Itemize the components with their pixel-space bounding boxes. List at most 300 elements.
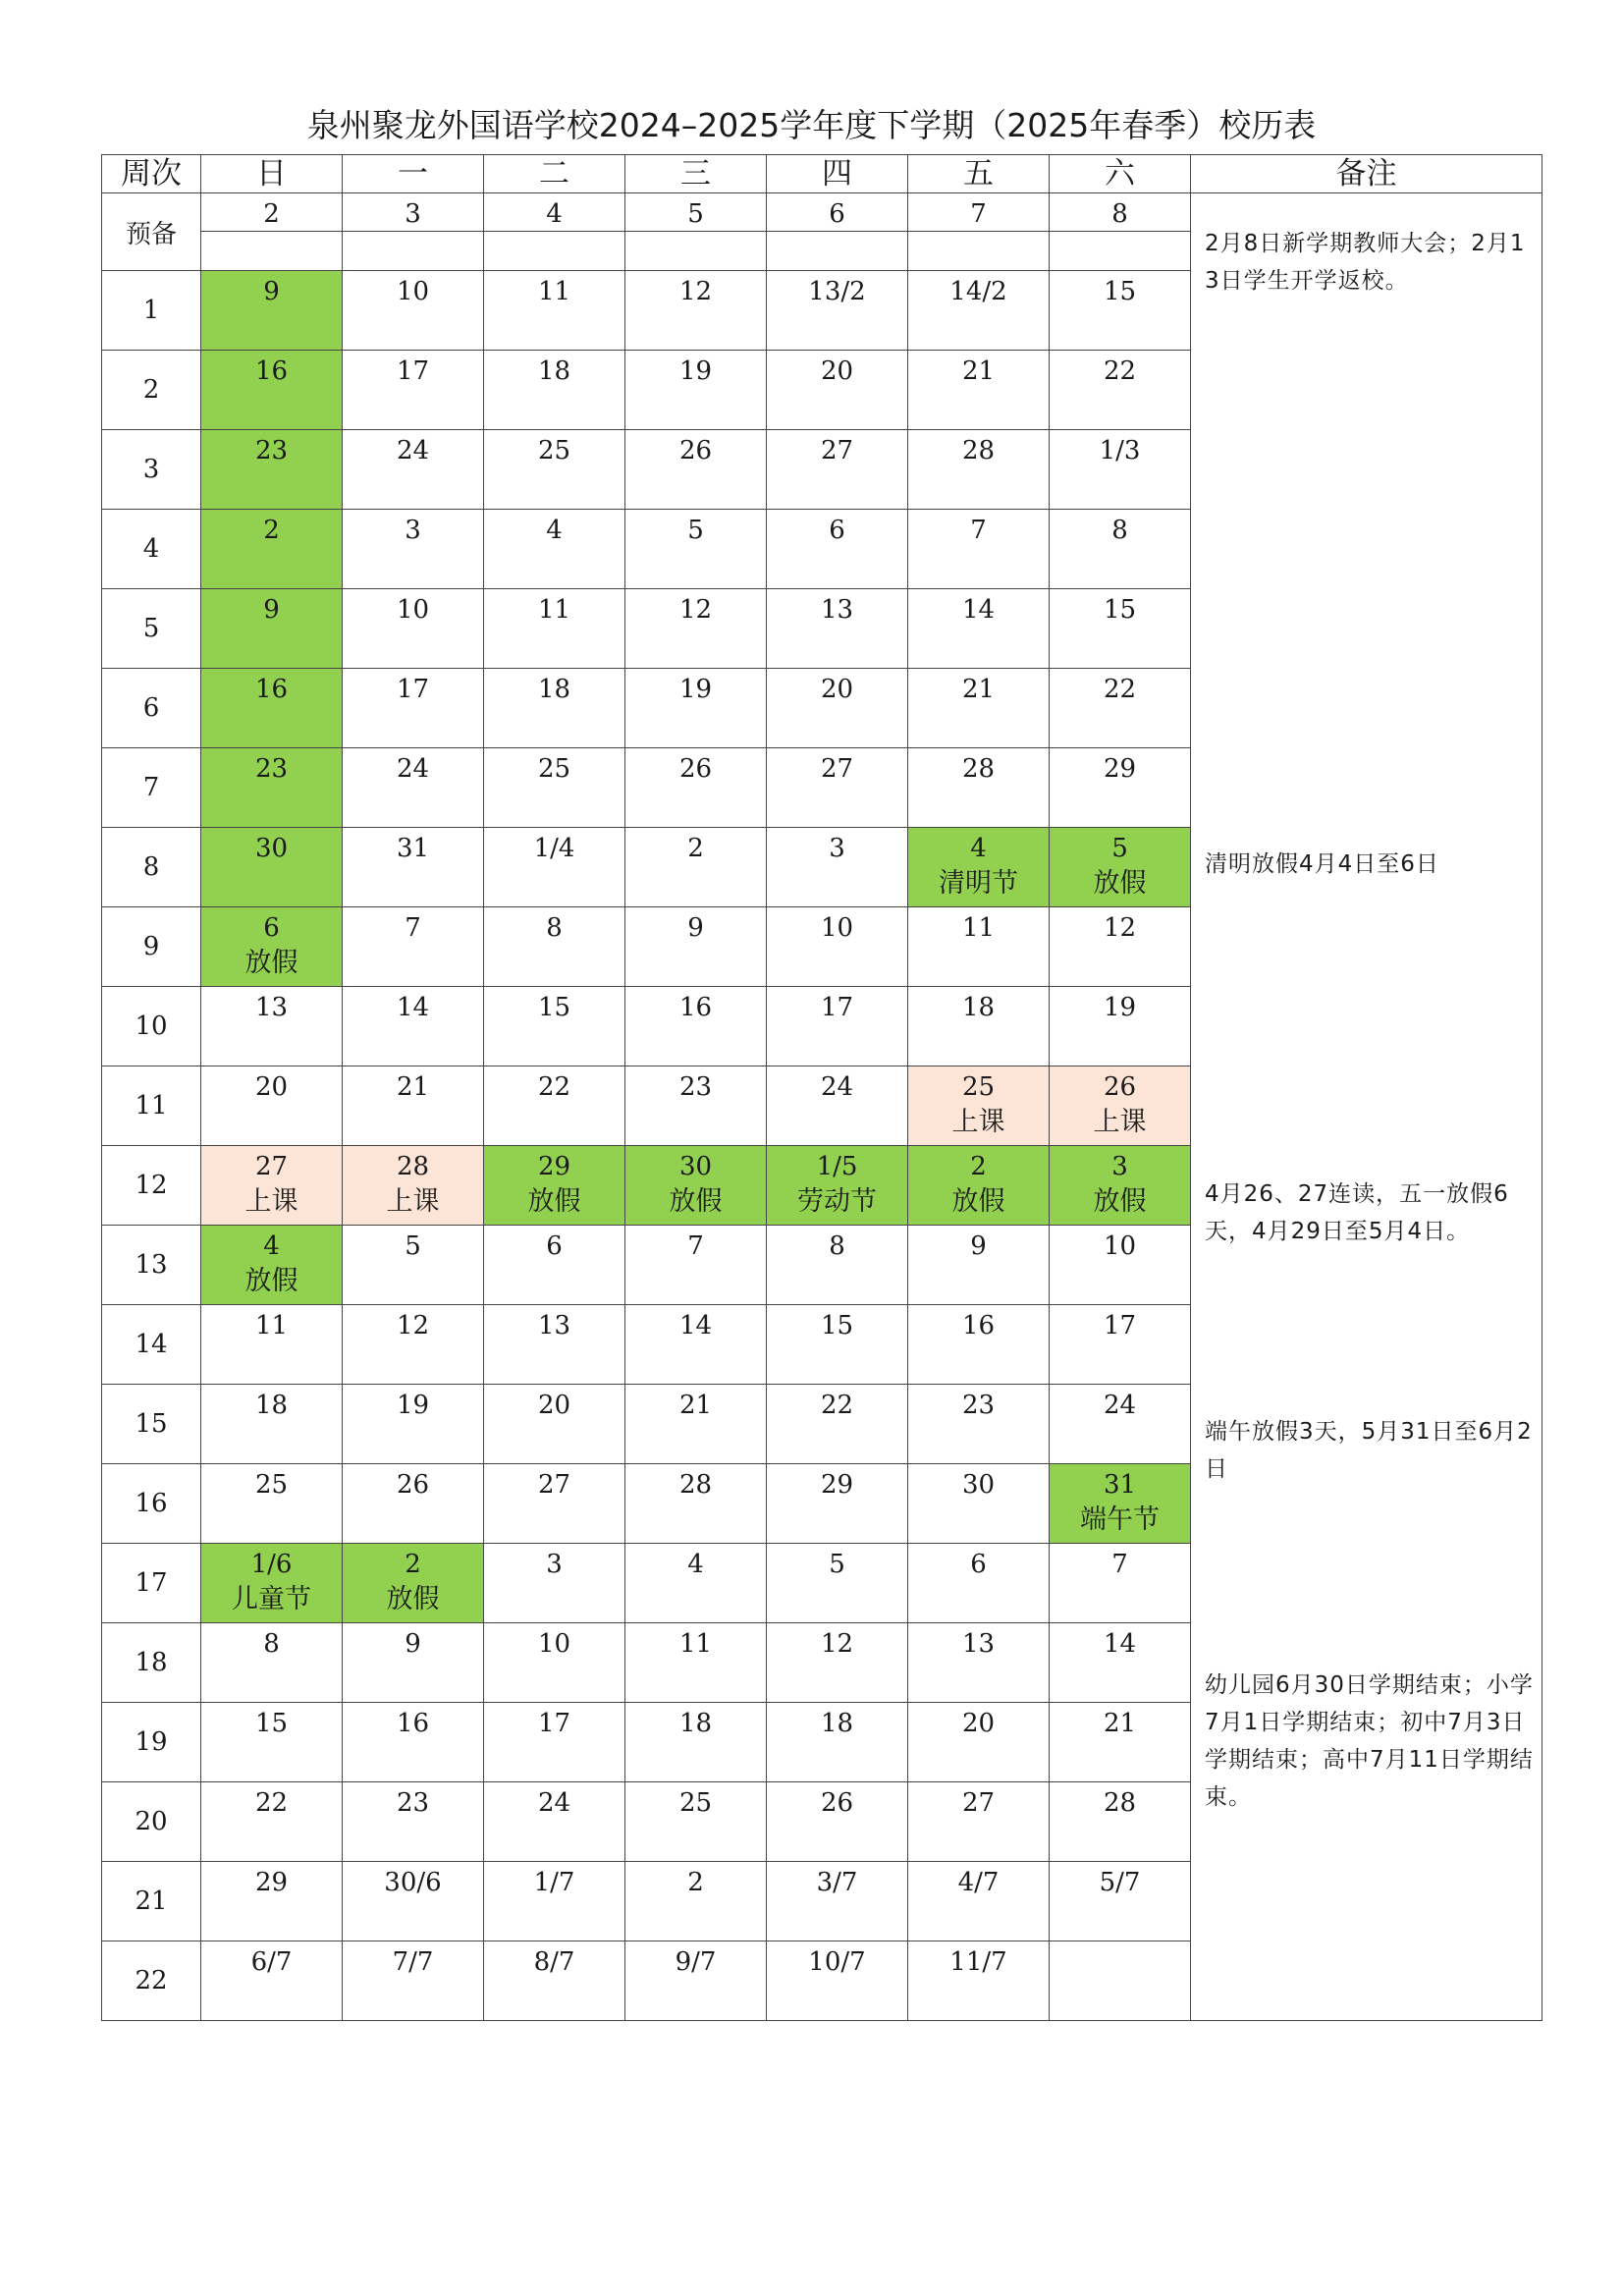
day-number: 29 — [254, 1868, 289, 1897]
day-label: 上课 — [244, 1186, 298, 1217]
calendar-day-cell — [343, 907, 484, 987]
week-number: 22 — [102, 1941, 201, 2021]
day-number: 20 — [961, 1709, 996, 1738]
calendar-day-cell — [625, 589, 767, 669]
calendar-day-cell — [908, 589, 1050, 669]
calendar-day-cell — [201, 1544, 343, 1623]
calendar-day-cell — [1050, 1782, 1191, 1862]
week-number: 18 — [102, 1623, 201, 1703]
calendar-day-cell — [484, 1146, 625, 1226]
calendar-day-cell — [484, 1623, 625, 1703]
day-number: 8 — [263, 1629, 280, 1659]
remark-qingming: 清明放假4月4日至6日 — [1205, 851, 1439, 877]
day-number: 31 — [1103, 1470, 1137, 1500]
week-number: 11 — [102, 1066, 201, 1146]
day-number: 13 — [254, 993, 289, 1022]
day-number: 20 — [537, 1391, 571, 1420]
day-number: 30 — [678, 1152, 713, 1181]
day-number: 19 — [678, 675, 713, 704]
calendar-day-cell — [908, 669, 1050, 748]
day-number: 22 — [1103, 356, 1137, 386]
day-number: 10 — [396, 595, 430, 625]
calendar-day-cell — [1050, 1305, 1191, 1385]
day-number: 6 — [546, 1231, 563, 1261]
day-label: 端午节 — [1080, 1504, 1160, 1535]
week-number: 21 — [102, 1862, 201, 1941]
calendar-day-cell — [343, 1544, 484, 1623]
calendar-day-cell — [484, 1464, 625, 1544]
day-label: 儿童节 — [232, 1584, 311, 1614]
day-number: 17 — [396, 675, 430, 704]
day-number: 30 — [961, 1470, 996, 1500]
calendar-day-cell — [1050, 1385, 1191, 1464]
day-number: 9/7 — [675, 1947, 717, 1977]
day-number: 12 — [820, 1629, 854, 1659]
calendar-day-cell — [1050, 430, 1191, 510]
calendar-day-cell — [908, 1305, 1050, 1385]
day-number: 21 — [396, 1072, 430, 1102]
day-number: 24 — [1103, 1391, 1137, 1420]
day-number: 24 — [537, 1788, 571, 1818]
day-number: 14 — [961, 595, 996, 625]
day-number: 23 — [678, 1072, 713, 1102]
prep-empty — [908, 232, 1050, 271]
calendar-day-cell — [908, 510, 1050, 589]
calendar-day-cell — [767, 987, 908, 1066]
calendar-day-cell — [484, 589, 625, 669]
week-number: 13 — [102, 1226, 201, 1305]
prep-empty — [343, 232, 484, 271]
calendar-day-cell — [343, 271, 484, 351]
calendar-day-cell — [625, 1544, 767, 1623]
calendar-day-cell — [908, 1226, 1050, 1305]
week-number: 6 — [102, 669, 201, 748]
calendar-day-cell — [1050, 1941, 1191, 2021]
week-number: 5 — [102, 589, 201, 669]
calendar-day-cell — [625, 1385, 767, 1464]
calendar-day-cell — [908, 351, 1050, 430]
week-number: 12 — [102, 1146, 201, 1226]
calendar-day-cell — [484, 430, 625, 510]
header-remark: 备注 — [1191, 155, 1542, 193]
calendar-day-cell — [908, 1146, 1050, 1226]
day-number: 11/7 — [949, 1947, 1007, 1977]
calendar-day-cell — [201, 1862, 343, 1941]
day-number: 28 — [678, 1470, 713, 1500]
calendar-day-cell — [484, 907, 625, 987]
prep-date: 2 — [201, 193, 343, 232]
calendar-day-cell — [1050, 1066, 1191, 1146]
calendar-day-cell — [484, 1305, 625, 1385]
calendar-day-cell — [1050, 1862, 1191, 1941]
day-number: 29 — [537, 1152, 571, 1181]
calendar-day-cell — [908, 1066, 1050, 1146]
calendar-day-cell — [201, 987, 343, 1066]
day-number: 19 — [1103, 993, 1137, 1022]
day-number: 1/3 — [1099, 436, 1141, 465]
day-label: 上课 — [386, 1186, 440, 1217]
calendar-day-cell — [625, 1862, 767, 1941]
calendar-day-cell — [201, 1782, 343, 1862]
calendar-day-cell — [343, 1226, 484, 1305]
day-number: 23 — [254, 436, 289, 465]
day-number: 2 — [687, 1868, 704, 1897]
calendar-day-cell — [767, 1464, 908, 1544]
day-label: 放假 — [244, 948, 298, 978]
day-number: 25 — [254, 1470, 289, 1500]
remark-term-end: 幼儿园6月30日学期结束；小学7月1日学期结束；初中7月3日学期结束；高中7月11日学期结束。 — [1205, 1672, 1534, 1810]
week-number: 3 — [102, 430, 201, 510]
calendar-day-cell — [625, 271, 767, 351]
week-number: 1 — [102, 271, 201, 351]
calendar-day-cell — [201, 589, 343, 669]
calendar-day-cell — [343, 430, 484, 510]
week-number: 16 — [102, 1464, 201, 1544]
calendar-day-cell — [1050, 1464, 1191, 1544]
day-number: 6 — [263, 913, 280, 943]
calendar-day-cell — [1050, 1623, 1191, 1703]
header-thu: 四 — [767, 155, 908, 193]
day-number: 27 — [820, 436, 854, 465]
day-number: 29 — [820, 1470, 854, 1500]
prep-row — [102, 193, 1542, 232]
calendar-day-cell — [767, 1703, 908, 1782]
school-calendar-table — [101, 154, 1542, 2021]
calendar-day-cell — [484, 271, 625, 351]
day-number: 4 — [970, 834, 987, 863]
day-number: 7 — [1111, 1550, 1128, 1579]
calendar-day-cell — [201, 430, 343, 510]
prep-empty — [201, 232, 343, 271]
day-number: 18 — [537, 356, 571, 386]
calendar-day-cell — [625, 987, 767, 1066]
calendar-day-cell — [1050, 271, 1191, 351]
day-number: 6 — [970, 1550, 987, 1579]
prep-empty — [625, 232, 767, 271]
day-number: 26 — [1103, 1072, 1137, 1102]
remarks-column — [1191, 193, 1542, 2021]
day-number: 5 — [829, 1550, 845, 1579]
calendar-day-cell — [484, 1066, 625, 1146]
day-number: 26 — [678, 754, 713, 784]
calendar-day-cell — [343, 987, 484, 1066]
calendar-day-cell — [201, 351, 343, 430]
calendar-day-cell — [1050, 1703, 1191, 1782]
day-number: 4 — [546, 516, 563, 545]
calendar-day-cell — [767, 748, 908, 828]
day-number: 21 — [961, 675, 996, 704]
day-number: 16 — [961, 1311, 996, 1340]
prep-date: 5 — [625, 193, 767, 232]
calendar-day-cell — [484, 669, 625, 748]
day-number: 3 — [1111, 1152, 1128, 1181]
calendar-day-cell — [625, 1146, 767, 1226]
day-number: 21 — [1103, 1709, 1137, 1738]
calendar-day-cell — [625, 510, 767, 589]
day-number: 5 — [405, 1231, 421, 1261]
day-number: 8 — [829, 1231, 845, 1261]
day-number: 14 — [678, 1311, 713, 1340]
calendar-day-cell — [908, 1464, 1050, 1544]
header-tue: 二 — [484, 155, 625, 193]
day-number: 23 — [254, 754, 289, 784]
day-number: 10 — [820, 913, 854, 943]
day-number: 3 — [546, 1550, 563, 1579]
calendar-day-cell — [908, 1623, 1050, 1703]
day-number: 11 — [678, 1629, 713, 1659]
day-label: 放假 — [1093, 1186, 1147, 1217]
calendar-day-cell — [625, 1703, 767, 1782]
calendar-day-cell — [201, 669, 343, 748]
prep-label: 预备 — [102, 193, 201, 271]
calendar-day-cell — [1050, 351, 1191, 430]
week-number: 20 — [102, 1782, 201, 1862]
day-number: 11 — [961, 913, 996, 943]
header-mon: 一 — [343, 155, 484, 193]
day-number: 5/7 — [1099, 1868, 1141, 1897]
day-number: 27 — [961, 1788, 996, 1818]
header-fri: 五 — [908, 155, 1050, 193]
calendar-day-cell — [201, 1066, 343, 1146]
calendar-day-cell — [625, 1066, 767, 1146]
day-number: 18 — [961, 993, 996, 1022]
day-number: 24 — [396, 436, 430, 465]
calendar-day-cell — [767, 1623, 908, 1703]
calendar-day-cell — [767, 1146, 908, 1226]
day-number: 2 — [687, 834, 704, 863]
day-number: 10 — [537, 1629, 571, 1659]
calendar-day-cell — [1050, 669, 1191, 748]
calendar-day-cell — [1050, 907, 1191, 987]
calendar-day-cell — [908, 987, 1050, 1066]
day-number: 25 — [537, 436, 571, 465]
calendar-day-cell — [343, 669, 484, 748]
day-number: 12 — [678, 595, 713, 625]
day-number: 28 — [961, 436, 996, 465]
day-number: 16 — [254, 675, 289, 704]
calendar-day-cell — [343, 1385, 484, 1464]
calendar-day-cell — [201, 828, 343, 907]
calendar-day-cell — [908, 828, 1050, 907]
header-row — [102, 155, 1542, 193]
calendar-day-cell — [201, 748, 343, 828]
calendar-day-cell — [767, 1782, 908, 1862]
day-label: 放假 — [1093, 868, 1147, 899]
calendar-day-cell — [908, 748, 1050, 828]
calendar-day-cell — [484, 748, 625, 828]
prep-date: 4 — [484, 193, 625, 232]
calendar-day-cell — [767, 1862, 908, 1941]
day-number: 23 — [396, 1788, 430, 1818]
day-number: 4 — [687, 1550, 704, 1579]
day-number: 9 — [687, 913, 704, 943]
calendar-day-cell — [343, 510, 484, 589]
day-number: 2 — [405, 1550, 421, 1579]
calendar-day-cell — [201, 907, 343, 987]
day-number: 18 — [537, 675, 571, 704]
day-number: 1/7 — [533, 1868, 575, 1897]
remark-dragon-boat: 端午放假3天，5月31日至6月2日 — [1205, 1419, 1533, 1482]
calendar-day-cell — [908, 1544, 1050, 1623]
day-number: 26 — [396, 1470, 430, 1500]
day-number: 30/6 — [384, 1868, 442, 1897]
calendar-day-cell — [201, 1941, 343, 2021]
calendar-day-cell — [908, 1782, 1050, 1862]
calendar-day-cell — [767, 430, 908, 510]
calendar-day-cell — [343, 1703, 484, 1782]
calendar-day-cell — [1050, 510, 1191, 589]
day-number: 28 — [961, 754, 996, 784]
week-number: 4 — [102, 510, 201, 589]
day-label: 放假 — [527, 1186, 581, 1217]
day-label: 放假 — [386, 1584, 440, 1614]
day-number: 7 — [405, 913, 421, 943]
week-number: 9 — [102, 907, 201, 987]
day-number: 11 — [254, 1311, 289, 1340]
day-number: 3 — [829, 834, 845, 863]
calendar-day-cell — [1050, 1226, 1191, 1305]
week-number: 7 — [102, 748, 201, 828]
day-number: 27 — [254, 1152, 289, 1181]
day-number: 27 — [537, 1470, 571, 1500]
calendar-day-cell — [484, 1226, 625, 1305]
calendar-day-cell — [625, 669, 767, 748]
day-number: 12 — [1103, 913, 1137, 943]
calendar-day-cell — [625, 351, 767, 430]
calendar-day-cell — [484, 1703, 625, 1782]
calendar-day-cell — [908, 1862, 1050, 1941]
calendar-day-cell — [343, 1146, 484, 1226]
day-number: 16 — [396, 1709, 430, 1738]
calendar-day-cell — [767, 1544, 908, 1623]
day-number: 7 — [687, 1231, 704, 1261]
day-number: 15 — [254, 1709, 289, 1738]
calendar-day-cell — [484, 1782, 625, 1862]
calendar-day-cell — [1050, 1544, 1191, 1623]
calendar-day-cell — [625, 907, 767, 987]
day-number: 14 — [1103, 1629, 1137, 1659]
day-number: 17 — [1103, 1311, 1137, 1340]
day-number: 13/2 — [808, 277, 866, 306]
calendar-day-cell — [767, 1941, 908, 2021]
calendar-day-cell — [908, 1385, 1050, 1464]
calendar-day-cell — [484, 1941, 625, 2021]
day-number: 22 — [820, 1391, 854, 1420]
calendar-day-cell — [767, 669, 908, 748]
calendar-day-cell — [343, 1862, 484, 1941]
day-number: 13 — [961, 1629, 996, 1659]
calendar-day-cell — [625, 1305, 767, 1385]
calendar-day-cell — [343, 1066, 484, 1146]
day-number: 3 — [405, 516, 421, 545]
day-number: 9 — [405, 1629, 421, 1659]
calendar-day-cell — [201, 1703, 343, 1782]
calendar-day-cell — [767, 828, 908, 907]
day-number: 26 — [678, 436, 713, 465]
calendar-day-cell — [625, 828, 767, 907]
calendar-day-cell — [1050, 987, 1191, 1066]
day-number: 4 — [263, 1231, 280, 1261]
header-sat: 六 — [1050, 155, 1191, 193]
calendar-day-cell — [1050, 1146, 1191, 1226]
day-number: 21 — [961, 356, 996, 386]
day-number: 22 — [537, 1072, 571, 1102]
calendar-day-cell — [767, 271, 908, 351]
prep-date: 7 — [908, 193, 1050, 232]
day-number: 15 — [1103, 277, 1137, 306]
calendar-day-cell — [484, 1544, 625, 1623]
calendar-day-cell — [201, 1305, 343, 1385]
day-number: 11 — [537, 595, 571, 625]
calendar-day-cell — [767, 1066, 908, 1146]
calendar-day-cell — [201, 1146, 343, 1226]
calendar-day-cell — [343, 748, 484, 828]
day-number: 9 — [970, 1231, 987, 1261]
day-number: 18 — [678, 1709, 713, 1738]
calendar-day-cell — [484, 510, 625, 589]
day-number: 16 — [254, 356, 289, 386]
calendar-day-cell — [625, 1782, 767, 1862]
page-title: 泉州聚龙外国语学校2024–2025学年度下学期（2025年春季）校历表 — [306, 106, 1317, 144]
day-number: 27 — [820, 754, 854, 784]
calendar-day-cell — [767, 589, 908, 669]
day-number: 28 — [396, 1152, 430, 1181]
day-number: 19 — [678, 356, 713, 386]
day-number: 2 — [263, 516, 280, 545]
day-label: 劳动节 — [797, 1186, 877, 1217]
day-number: 8 — [546, 913, 563, 943]
day-number: 6 — [829, 516, 845, 545]
day-number: 21 — [678, 1391, 713, 1420]
day-number: 9 — [263, 595, 280, 625]
calendar-day-cell — [908, 907, 1050, 987]
day-number: 15 — [537, 993, 571, 1022]
day-number: 13 — [820, 595, 854, 625]
calendar-day-cell — [484, 1385, 625, 1464]
day-number: 25 — [961, 1072, 996, 1102]
calendar-day-cell — [767, 1226, 908, 1305]
day-number: 10/7 — [808, 1947, 866, 1977]
calendar-day-cell — [767, 1305, 908, 1385]
calendar-day-cell — [484, 987, 625, 1066]
week-number: 15 — [102, 1385, 201, 1464]
calendar-day-cell — [201, 510, 343, 589]
calendar-day-cell — [908, 1941, 1050, 2021]
week-number: 17 — [102, 1544, 201, 1623]
calendar-day-cell — [767, 351, 908, 430]
day-number: 24 — [820, 1072, 854, 1102]
day-number: 17 — [820, 993, 854, 1022]
calendar-day-cell — [343, 1623, 484, 1703]
remark-labor-day: 4月26、27连读，五一放假6天，4月29日至5月4日。 — [1205, 1181, 1509, 1244]
day-number: 5 — [687, 516, 704, 545]
week-number: 2 — [102, 351, 201, 430]
week-number: 19 — [102, 1703, 201, 1782]
calendar-day-cell — [767, 510, 908, 589]
day-number: 25 — [678, 1788, 713, 1818]
prep-empty — [484, 232, 625, 271]
day-number: 26 — [820, 1788, 854, 1818]
day-number: 18 — [820, 1709, 854, 1738]
calendar-day-cell — [201, 1385, 343, 1464]
calendar-day-cell — [767, 907, 908, 987]
header-wed: 三 — [625, 155, 767, 193]
calendar-day-cell — [343, 828, 484, 907]
calendar-day-cell — [1050, 589, 1191, 669]
day-number: 20 — [254, 1072, 289, 1102]
day-number: 14/2 — [949, 277, 1007, 306]
week-number: 8 — [102, 828, 201, 907]
